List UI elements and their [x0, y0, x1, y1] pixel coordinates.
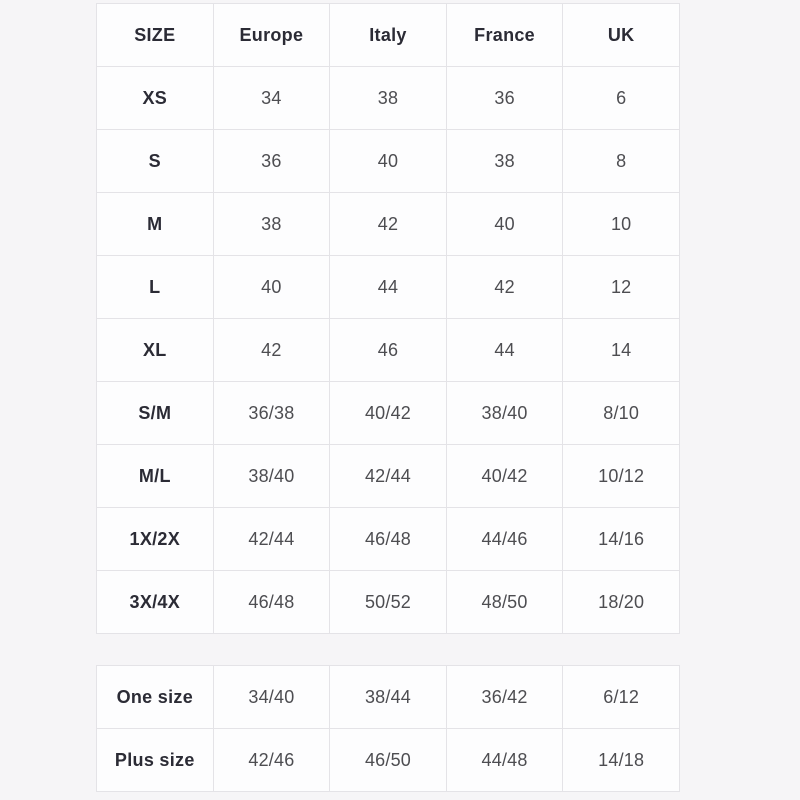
size-value-cell: 40/42 [446, 445, 563, 508]
size-value-cell: 38 [213, 193, 330, 256]
size-value-cell: 44 [330, 256, 447, 319]
size-value-cell: 48/50 [446, 571, 563, 634]
size-value-cell: 42 [213, 319, 330, 382]
size-value-cell: 44/46 [446, 508, 563, 571]
size-value-cell: 42 [330, 193, 447, 256]
size-value-cell: 12 [563, 256, 680, 319]
size-label-cell: M/L [97, 445, 214, 508]
table-row-xs [97, 67, 680, 130]
size-value-cell: 38/40 [446, 382, 563, 445]
size-value-cell: 18/20 [563, 571, 680, 634]
table-row-s [97, 130, 680, 193]
size-value-cell: 8/10 [563, 382, 680, 445]
table-row-one-size [97, 666, 680, 729]
size-label-cell: XL [97, 319, 214, 382]
column-header-france: France [446, 4, 563, 67]
size-value-cell: 40/42 [330, 382, 447, 445]
size-value-cell: 40 [213, 256, 330, 319]
size-value-cell: 6/12 [563, 666, 680, 729]
size-value-cell: 38 [446, 130, 563, 193]
size-value-cell: 14 [563, 319, 680, 382]
size-label-cell: XS [97, 67, 214, 130]
size-label-cell: Plus size [97, 729, 214, 792]
size-value-cell: 42/46 [213, 729, 330, 792]
size-label-cell: L [97, 256, 214, 319]
size-value-cell: 36/42 [446, 666, 563, 729]
size-value-cell: 46/50 [330, 729, 447, 792]
table-row-1x-2x [97, 508, 680, 571]
size-value-cell: 46 [330, 319, 447, 382]
size-value-cell: 6 [563, 67, 680, 130]
size-label-cell: 1X/2X [97, 508, 214, 571]
size-value-cell: 46/48 [213, 571, 330, 634]
size-value-cell: 38 [330, 67, 447, 130]
size-value-cell: 36 [213, 130, 330, 193]
size-value-cell: 44/48 [446, 729, 563, 792]
column-header-italy: Italy [330, 4, 447, 67]
size-value-cell: 40 [446, 193, 563, 256]
one-size-plus-size-table [96, 665, 680, 792]
size-value-cell: 44 [446, 319, 563, 382]
size-value-cell: 10 [563, 193, 680, 256]
table-row-3x-4x [97, 571, 680, 634]
size-value-cell: 36/38 [213, 382, 330, 445]
size-conversion-table [96, 3, 680, 634]
size-label-cell: S [97, 130, 214, 193]
size-value-cell: 14/16 [563, 508, 680, 571]
size-value-cell: 36 [446, 67, 563, 130]
size-value-cell: 14/18 [563, 729, 680, 792]
header-row [97, 4, 680, 67]
table-row-l [97, 256, 680, 319]
column-header-size: SIZE [97, 4, 214, 67]
size-value-cell: 34/40 [213, 666, 330, 729]
size-value-cell: 8 [563, 130, 680, 193]
size-value-cell: 46/48 [330, 508, 447, 571]
size-value-cell: 40 [330, 130, 447, 193]
table-row-plus-size [97, 729, 680, 792]
table-row-m-l [97, 445, 680, 508]
size-value-cell: 34 [213, 67, 330, 130]
size-label-cell: M [97, 193, 214, 256]
column-header-europe: Europe [213, 4, 330, 67]
table-row-s-m [97, 382, 680, 445]
size-label-cell: S/M [97, 382, 214, 445]
size-label-cell: 3X/4X [97, 571, 214, 634]
size-value-cell: 38/44 [330, 666, 447, 729]
size-value-cell: 38/40 [213, 445, 330, 508]
size-label-cell: One size [97, 666, 214, 729]
table-row-xl [97, 319, 680, 382]
size-value-cell: 42 [446, 256, 563, 319]
size-value-cell: 10/12 [563, 445, 680, 508]
table-row-m [97, 193, 680, 256]
column-header-uk: UK [563, 4, 680, 67]
size-value-cell: 50/52 [330, 571, 447, 634]
size-value-cell: 42/44 [330, 445, 447, 508]
size-value-cell: 42/44 [213, 508, 330, 571]
